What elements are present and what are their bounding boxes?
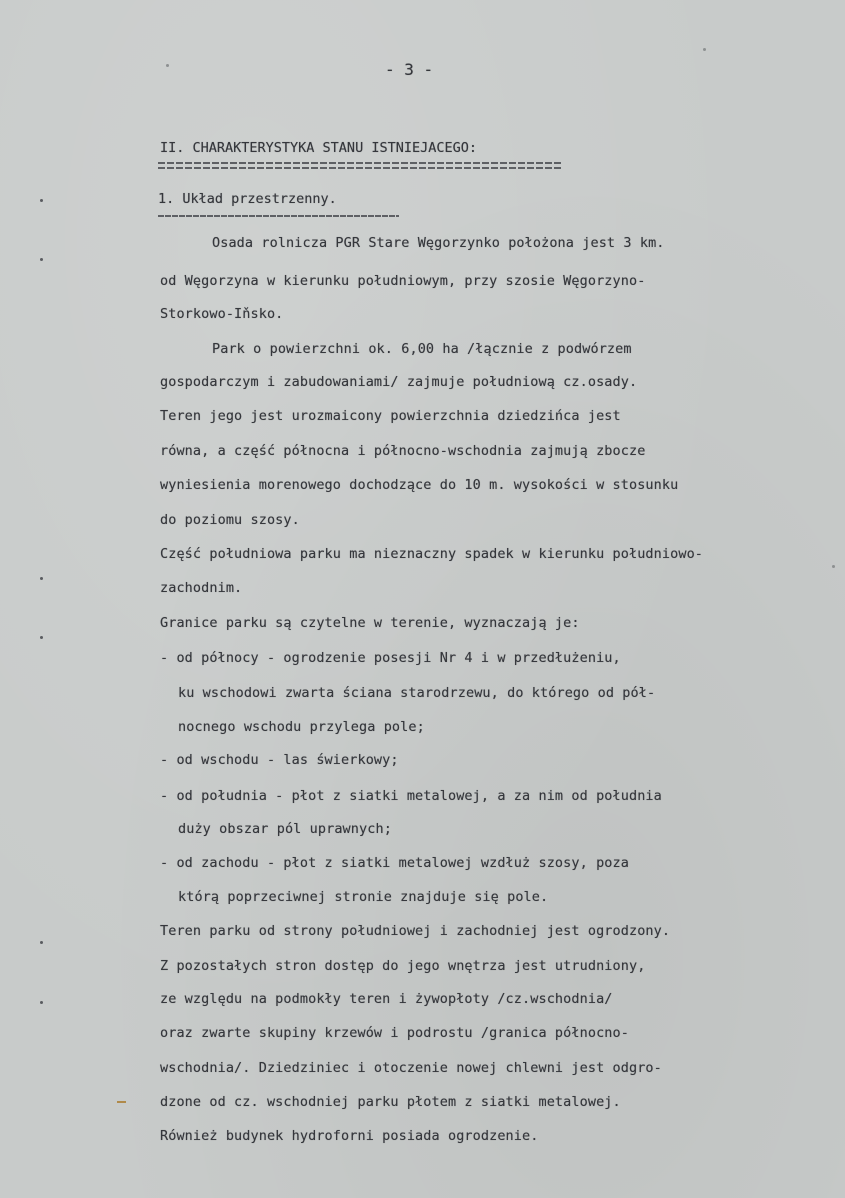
paper-speck bbox=[703, 48, 706, 51]
list-item: - od południa - płot z siatki metalowej, a za nim od południa bbox=[160, 788, 662, 804]
text-line: Część południowa parku ma nieznaczny spadek w kierunku południowo- bbox=[160, 546, 704, 562]
text-line: gospodarczym i zabudowaniami/ zajmuje południową cz.osady. bbox=[160, 374, 638, 390]
list-item-continuation: którą poprzeciwnej stronie znajduje się pole. bbox=[178, 889, 549, 905]
list-item: - od wschodu - las świerkowy; bbox=[160, 752, 399, 768]
list-item-continuation: ku wschodowi zwarta ściana starodrzewu, do którego od pół- bbox=[178, 685, 656, 701]
margin-dot bbox=[40, 1001, 43, 1004]
section-heading: II. CHARAKTERYSTYKA STANU ISTNIEJACEGO: bbox=[160, 140, 477, 156]
text-line: dzone od cz. wschodniej parku płotem z siatki metalowej. bbox=[160, 1094, 621, 1110]
margin-dot bbox=[40, 577, 43, 580]
text-line: równa, a część północna i północno-wschodnia zajmują zbocze bbox=[160, 443, 646, 459]
text-line: Teren parku od strony południowej i zachodniej jest ogrodzony. bbox=[160, 923, 671, 939]
subheading-underline bbox=[158, 215, 399, 217]
text-line: do poziomu szosy. bbox=[160, 512, 300, 528]
margin-dot bbox=[40, 199, 43, 202]
margin-dot bbox=[40, 636, 43, 639]
text-line: zachodnim. bbox=[160, 580, 243, 596]
subsection-heading: 1. Układ przestrzenny. bbox=[158, 191, 337, 207]
text-line: Teren jego jest urozmaicony powierzchnia dziedzińca jest bbox=[160, 408, 621, 424]
paper-speck bbox=[832, 565, 835, 568]
text-line: Granice parku są czytelne w terenie, wyznaczają je: bbox=[160, 615, 580, 631]
page-number: - 3 - bbox=[385, 60, 434, 79]
text-line: ze względu na podmokły teren i żywopłoty /cz.wschodnia/ bbox=[160, 991, 613, 1007]
text-line: Park o powierzchni ok. 6,00 ha /łącznie z podwórzem bbox=[212, 341, 632, 357]
margin-dot bbox=[40, 941, 43, 944]
list-item-continuation: duży obszar pól uprawnych; bbox=[178, 821, 392, 837]
text-line: wschodnia/. Dziedziniec i otoczenie nowej chlewni jest odgro- bbox=[160, 1060, 662, 1076]
list-item-continuation: nocnego wschodu przylega pole; bbox=[178, 719, 425, 735]
heading-double-underline bbox=[158, 162, 563, 170]
list-item: - od zachodu - płot z siatki metalowej wzdłuż szosy, poza bbox=[160, 855, 629, 871]
list-item: - od północy - ogrodzenie posesji Nr 4 i w przedłużeniu, bbox=[160, 650, 621, 666]
text-line: Z pozostałych stron dostęp do jego wnętrza jest utrudniony, bbox=[160, 958, 646, 974]
text-line: od Węgorzyna w kierunku południowym, przy szosie Węgorzyno- bbox=[160, 273, 646, 289]
paper-speck bbox=[166, 64, 169, 67]
text-line: Storkowo-Iňsko. bbox=[160, 306, 284, 322]
text-line: Również budynek hydroforni posiada ogrodzenie. bbox=[160, 1128, 539, 1144]
margin-mark bbox=[117, 1101, 126, 1103]
text-line: wyniesienia morenowego dochodzące do 10 m. wysokości w stosunku bbox=[160, 477, 679, 493]
text-line: Osada rolnicza PGR Stare Węgorzynko położona jest 3 km. bbox=[212, 235, 665, 251]
text-line: oraz zwarte skupiny krzewów i podrostu /granica północno- bbox=[160, 1025, 629, 1041]
margin-dot bbox=[40, 258, 43, 261]
